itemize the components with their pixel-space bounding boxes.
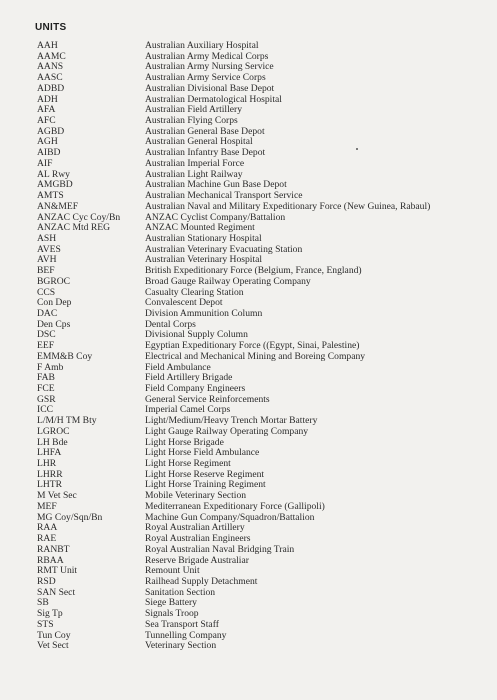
unit-abbreviation: F Amb [37, 361, 64, 373]
unit-full-name: ANZAC Mounted Regiment [145, 222, 255, 234]
unit-full-name: Australian Mechanical Transport Service [145, 190, 303, 202]
unit-abbreviation: LGROC [37, 425, 70, 437]
unit-full-name: Light Horse Reserve Regiment [145, 468, 265, 480]
unit-full-name: Light Horse Brigade [145, 436, 224, 448]
unit-abbreviation: Sig Tp [37, 608, 63, 620]
list-item [0, 609, 497, 620]
list-item [0, 373, 497, 384]
unit-full-name: Australian Auxiliary Hospital [145, 40, 259, 51]
list-item [0, 202, 497, 213]
unit-abbreviation: ADBD [37, 82, 65, 94]
unit-abbreviation: BGROC [37, 275, 71, 287]
unit-abbreviation: LHFA [37, 447, 62, 459]
unit-abbreviation: AANS [37, 61, 64, 73]
unit-full-name: Remount Unit [145, 565, 200, 577]
unit-abbreviation: MEF [37, 500, 57, 512]
unit-full-name: ANZAC Cyclist Company/Battalion [145, 211, 286, 223]
unit-full-name: Light Horse Regiment [145, 458, 231, 470]
unit-full-name: Australian Divisional Base Depot [145, 82, 275, 94]
unit-abbreviation: Tun Coy [37, 629, 71, 641]
list-item [0, 309, 497, 320]
unit-full-name: Machine Gun Company/Squadron/Battalion [145, 511, 315, 523]
unit-abbreviation: AIBD [37, 147, 61, 159]
list-item [0, 84, 497, 95]
unit-full-name: Mediterranean Expeditionary Force (Gallipoli) [145, 500, 325, 512]
unit-full-name: Railhead Supply Detachment [145, 575, 258, 587]
list-item [0, 598, 497, 609]
unit-full-name: British Expeditionary Force (Belgium, France, England) [145, 265, 362, 277]
unit-abbreviation: BEF [37, 265, 55, 277]
unit-full-name: Field Ambulance [145, 361, 211, 373]
unit-abbreviation: ANZAC Mtd REG [37, 222, 111, 234]
list-item [0, 641, 497, 652]
unit-abbreviation: ICC [37, 404, 53, 416]
unit-full-name: Royal Australian Naval Bridging Train [145, 543, 295, 555]
unit-abbreviation: AVH [37, 254, 57, 266]
unit-full-name: Light/Medium/Heavy Trench Mortar Battery [145, 415, 318, 427]
unit-full-name: Australian Veterinary Hospital [145, 254, 263, 266]
unit-full-name: Australian Stationary Hospital [145, 232, 262, 244]
list-item [0, 448, 497, 459]
unit-abbreviation: SB [37, 597, 49, 609]
unit-abbreviation: LHR [37, 458, 57, 470]
unit-abbreviation: EMM&B Coy [37, 350, 93, 362]
unit-abbreviation: M Vet Sec [37, 490, 77, 502]
unit-full-name: Australian Army Service Corps [145, 72, 266, 84]
unit-full-name: Sea Transport Staff [145, 618, 219, 630]
unit-full-name: Tunnelling Company [145, 629, 227, 641]
list-item [0, 320, 497, 331]
unit-abbreviation: FCE [37, 383, 55, 394]
units-list [0, 41, 497, 652]
unit-full-name: Broad Gauge Railway Operating Company [145, 275, 311, 287]
unit-abbreviation: AL Rwy [37, 168, 70, 180]
unit-full-name: Casualty Clearing Station [145, 286, 244, 298]
unit-abbreviation: RAA [37, 522, 58, 534]
list-item [0, 148, 497, 159]
unit-full-name: Electrical and Mechanical Mining and Boreing Company [145, 350, 366, 362]
list-item [0, 427, 497, 438]
unit-abbreviation: LHRR [37, 468, 63, 480]
unit-abbreviation: RMT Unit [37, 565, 78, 577]
list-item [0, 588, 497, 599]
unit-full-name: Australian Light Railway [145, 168, 243, 180]
list-item [0, 105, 497, 116]
unit-full-name: General Service Reinforcements [145, 393, 270, 405]
unit-abbreviation: DSC [37, 329, 56, 341]
unit-abbreviation: SAN Sect [37, 586, 76, 598]
list-item [0, 95, 497, 106]
section-heading: UNITS [35, 22, 67, 33]
list-item [0, 620, 497, 631]
unit-abbreviation: AAMC [37, 50, 66, 62]
unit-abbreviation: DAC [37, 307, 58, 319]
unit-full-name: Reserve Brigade Australiar [145, 554, 249, 566]
unit-abbreviation: Den Cps [37, 318, 71, 330]
unit-full-name: Light Horse Training Regiment [145, 479, 266, 491]
list-item [0, 363, 497, 374]
unit-abbreviation: EEF [37, 340, 55, 352]
unit-full-name: Australian Imperial Force [145, 157, 245, 169]
unit-abbreviation: AAH [37, 40, 58, 51]
list-item [0, 395, 497, 406]
unit-full-name: Divisional Supply Column [145, 329, 248, 341]
list-item [0, 631, 497, 642]
unit-full-name: Australian Flying Corps [145, 115, 238, 127]
unit-abbreviation: FAB [37, 372, 55, 384]
unit-full-name: Australian Army Medical Corps [145, 50, 269, 62]
unit-full-name: Australian General Base Depot [145, 125, 265, 137]
unit-full-name: Convalescent Depot [145, 297, 223, 309]
unit-abbreviation: CCS [37, 286, 56, 298]
unit-abbreviation: RANBT [37, 543, 70, 555]
unit-full-name: Australian General Hospital [145, 136, 253, 148]
list-item [0, 159, 497, 170]
unit-full-name: Division Ammunition Column [145, 307, 263, 319]
unit-full-name: Imperial Camel Corps [145, 404, 231, 416]
unit-full-name: Sanitation Section [145, 586, 216, 598]
unit-abbreviation: AN&MEF [37, 200, 79, 212]
unit-abbreviation: MG Coy/Sqn/Bn [37, 511, 103, 523]
unit-full-name: Australian Machine Gun Base Depot [145, 179, 287, 191]
unit-abbreviation: ADH [37, 93, 58, 105]
list-item [0, 545, 497, 556]
unit-full-name: Royal Australian Artillery [145, 522, 245, 534]
unit-abbreviation: LHTR [37, 479, 63, 491]
unit-abbreviation: ASH [37, 232, 57, 244]
unit-abbreviation: AFC [37, 115, 56, 127]
unit-abbreviation: AGH [37, 136, 58, 148]
unit-full-name: Veterinary Section [145, 640, 217, 652]
unit-full-name: Field Company Engineers [145, 383, 246, 394]
unit-abbreviation: RAE [37, 533, 57, 545]
unit-full-name: Siege Battery [145, 597, 197, 609]
unit-full-name: Signals Troop [145, 608, 199, 620]
unit-abbreviation: AMGBD [37, 179, 73, 191]
unit-full-name: Field Artillery Brigade [145, 372, 233, 384]
unit-abbreviation: L/M/H TM Bty [37, 415, 97, 427]
unit-abbreviation: AIF [37, 157, 53, 169]
unit-full-name: Egyptian Expeditionary Force ((Egypt, Sinai, Palestine) [145, 340, 360, 352]
unit-full-name: Light Gauge Railway Operating Company [145, 425, 309, 437]
unit-abbreviation: AMTS [37, 190, 64, 202]
list-item [0, 277, 497, 288]
unit-abbreviation: AFA [37, 104, 56, 116]
unit-abbreviation: LH Bde [37, 436, 68, 448]
unit-full-name: Australian Infantry Base Depot [145, 147, 266, 159]
unit-abbreviation: AASC [37, 72, 63, 84]
unit-abbreviation: ANZAC Cyc Coy/Bn [37, 211, 121, 223]
list-item [0, 288, 497, 299]
unit-abbreviation: AVES [37, 243, 61, 255]
unit-abbreviation: GSR [37, 393, 56, 405]
unit-abbreviation: RSD [37, 575, 56, 587]
ink-speck [356, 148, 358, 150]
unit-full-name: Light Horse Field Ambulance [145, 447, 260, 459]
unit-abbreviation: Con Dep [37, 297, 72, 309]
unit-full-name: Australian Field Artillery [145, 104, 242, 116]
unit-full-name: Royal Australian Engineers [145, 533, 251, 545]
list-item [0, 352, 497, 363]
unit-full-name: Australian Naval and Military Expeditionary Force (New Guinea, Rabaul) [145, 200, 431, 212]
unit-abbreviation: STS [37, 618, 54, 630]
unit-full-name: Australian Veterinary Evacuating Station [145, 243, 303, 255]
unit-abbreviation: RBAA [37, 554, 64, 566]
unit-full-name: Mobile Veterinary Section [145, 490, 247, 502]
unit-full-name: Australian Dermatological Hospital [145, 93, 282, 105]
unit-full-name: Dental Corps [145, 318, 196, 330]
unit-full-name: Australian Army Nursing Service [145, 61, 274, 73]
unit-abbreviation: AGBD [37, 125, 65, 137]
unit-abbreviation: Vet Sect [37, 640, 69, 652]
list-item [0, 513, 497, 524]
